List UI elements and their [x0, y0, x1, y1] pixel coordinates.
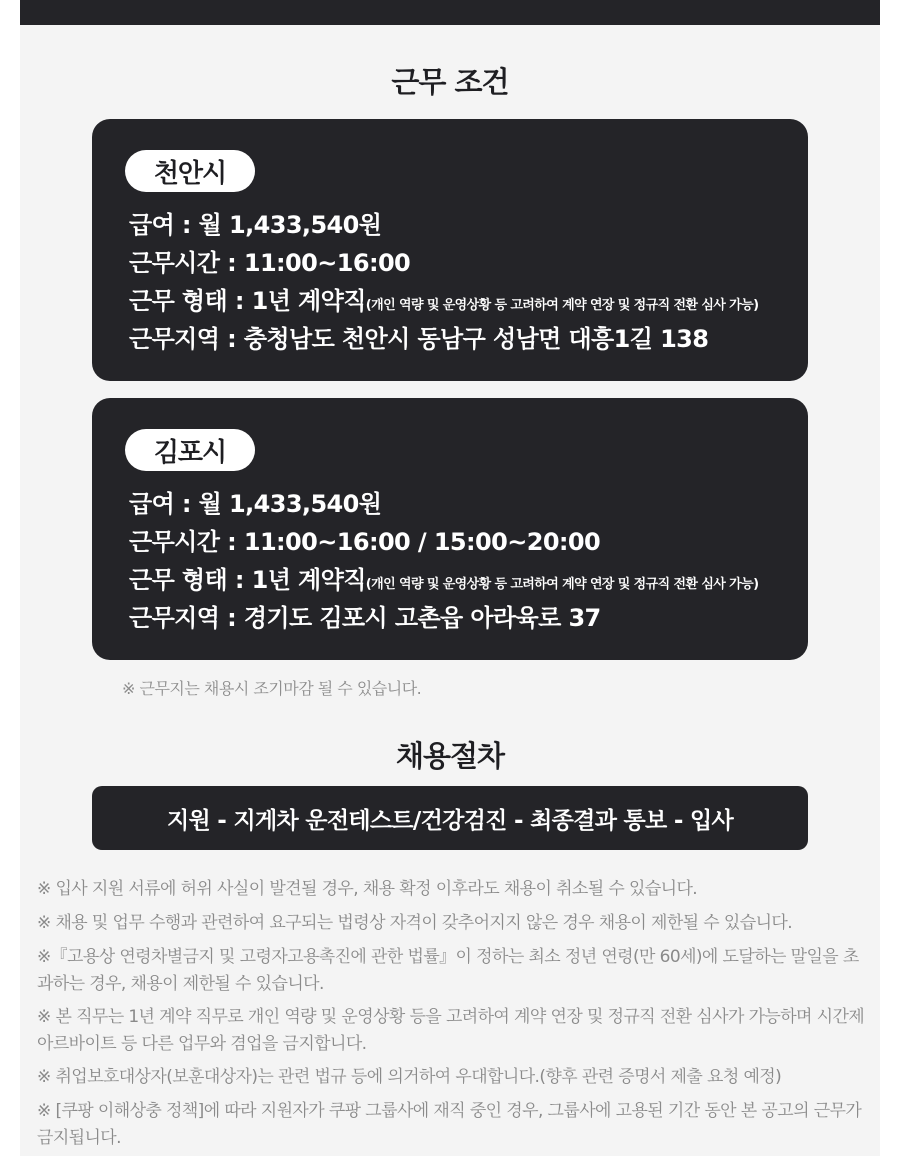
work-area-line: 근무지역 : 충청남도 천안시 동남구 성남면 대흥1길 138	[129, 325, 709, 353]
notice-item: ※ 본 직무는 1년 계약 직무로 개인 역량 및 운영상황 등을 고려하여 계약 연장 및 정규직 전환 심사가 가능하며 시간제 아르바이트 등 다른 업무와 겸업을 금지합니다.	[37, 1007, 865, 1054]
location-card-cheonan	[92, 119, 808, 381]
top-dark-bar	[20, 0, 880, 25]
notice-item: ※ 취업보호대상자(보훈대상자)는 관련 법규 등에 의거하여 우대합니다.(향후 관련 증명서 제출 요청 예정)	[37, 1067, 782, 1087]
employment-type-line	[129, 560, 758, 595]
salary-line: 급여 : 월 1,433,540원	[129, 490, 382, 518]
closing-note: ※ 근무지는 채용시 조기마감 될 수 있습니다.	[122, 679, 422, 698]
location-name-badge: 김포시	[125, 429, 255, 471]
salary-line: 급여 : 월 1,433,540원	[129, 211, 382, 239]
location-name-badge: 천안시	[125, 150, 255, 192]
work-conditions-title: 근무 조건	[391, 65, 509, 99]
employment-type-note: (개인 역량 및 운영상황 등 고려하여 계약 연장 및 정규직 전환 심사 가능)	[365, 298, 759, 313]
location-card-gimpo	[92, 398, 808, 660]
employment-type-text: 근무 형태 : 1년 계약직	[129, 566, 366, 594]
notice-item: ※ 채용 및 업무 수행과 관련하여 요구되는 법령상 자격이 갖추어지지 않은 경우 채용이 제한될 수 있습니다.	[37, 913, 793, 933]
hours-line: 근무시간 : 11:00~16:00	[129, 249, 411, 277]
notice-item: ※ [쿠팡 이해상충 정책]에 따라 지원자가 쿠팡 그룹사에 재직 중인 경우, 그룹사에 고용된 기간 동안 본 공고의 근무가 금지됩니다.	[37, 1101, 862, 1148]
employment-type-text: 근무 형태 : 1년 계약직	[129, 287, 366, 315]
notice-item: ※『고용상 연령차별금지 및 고령자고용촉진에 관한 법률』이 정하는 최소 정년 연령(만 60세)에 도달하는 말일을 초과하는 경우, 채용이 제한될 수 있습니다.	[37, 947, 859, 994]
employment-type-note: (개인 역량 및 운영상황 등 고려하여 계약 연장 및 정규직 전환 심사 가능)	[365, 577, 759, 592]
hiring-process-title: 채용절차	[395, 739, 505, 773]
job-posting-section	[20, 0, 880, 1156]
hours-line: 근무시간 : 11:00~16:00 / 15:00~20:00	[129, 528, 601, 556]
notice-item: ※ 입사 지원 서류에 허위 사실이 발견될 경우, 채용 확정 이후라도 채용이 취소될 수 있습니다.	[37, 879, 698, 899]
hiring-process-steps: 지원 - 지게차 운전테스트/건강검진 - 최종결과 통보 - 입사	[92, 786, 808, 850]
work-area-line: 근무지역 : 경기도 김포시 고촌읍 아라육로 37	[129, 604, 601, 632]
employment-type-line	[129, 281, 758, 316]
